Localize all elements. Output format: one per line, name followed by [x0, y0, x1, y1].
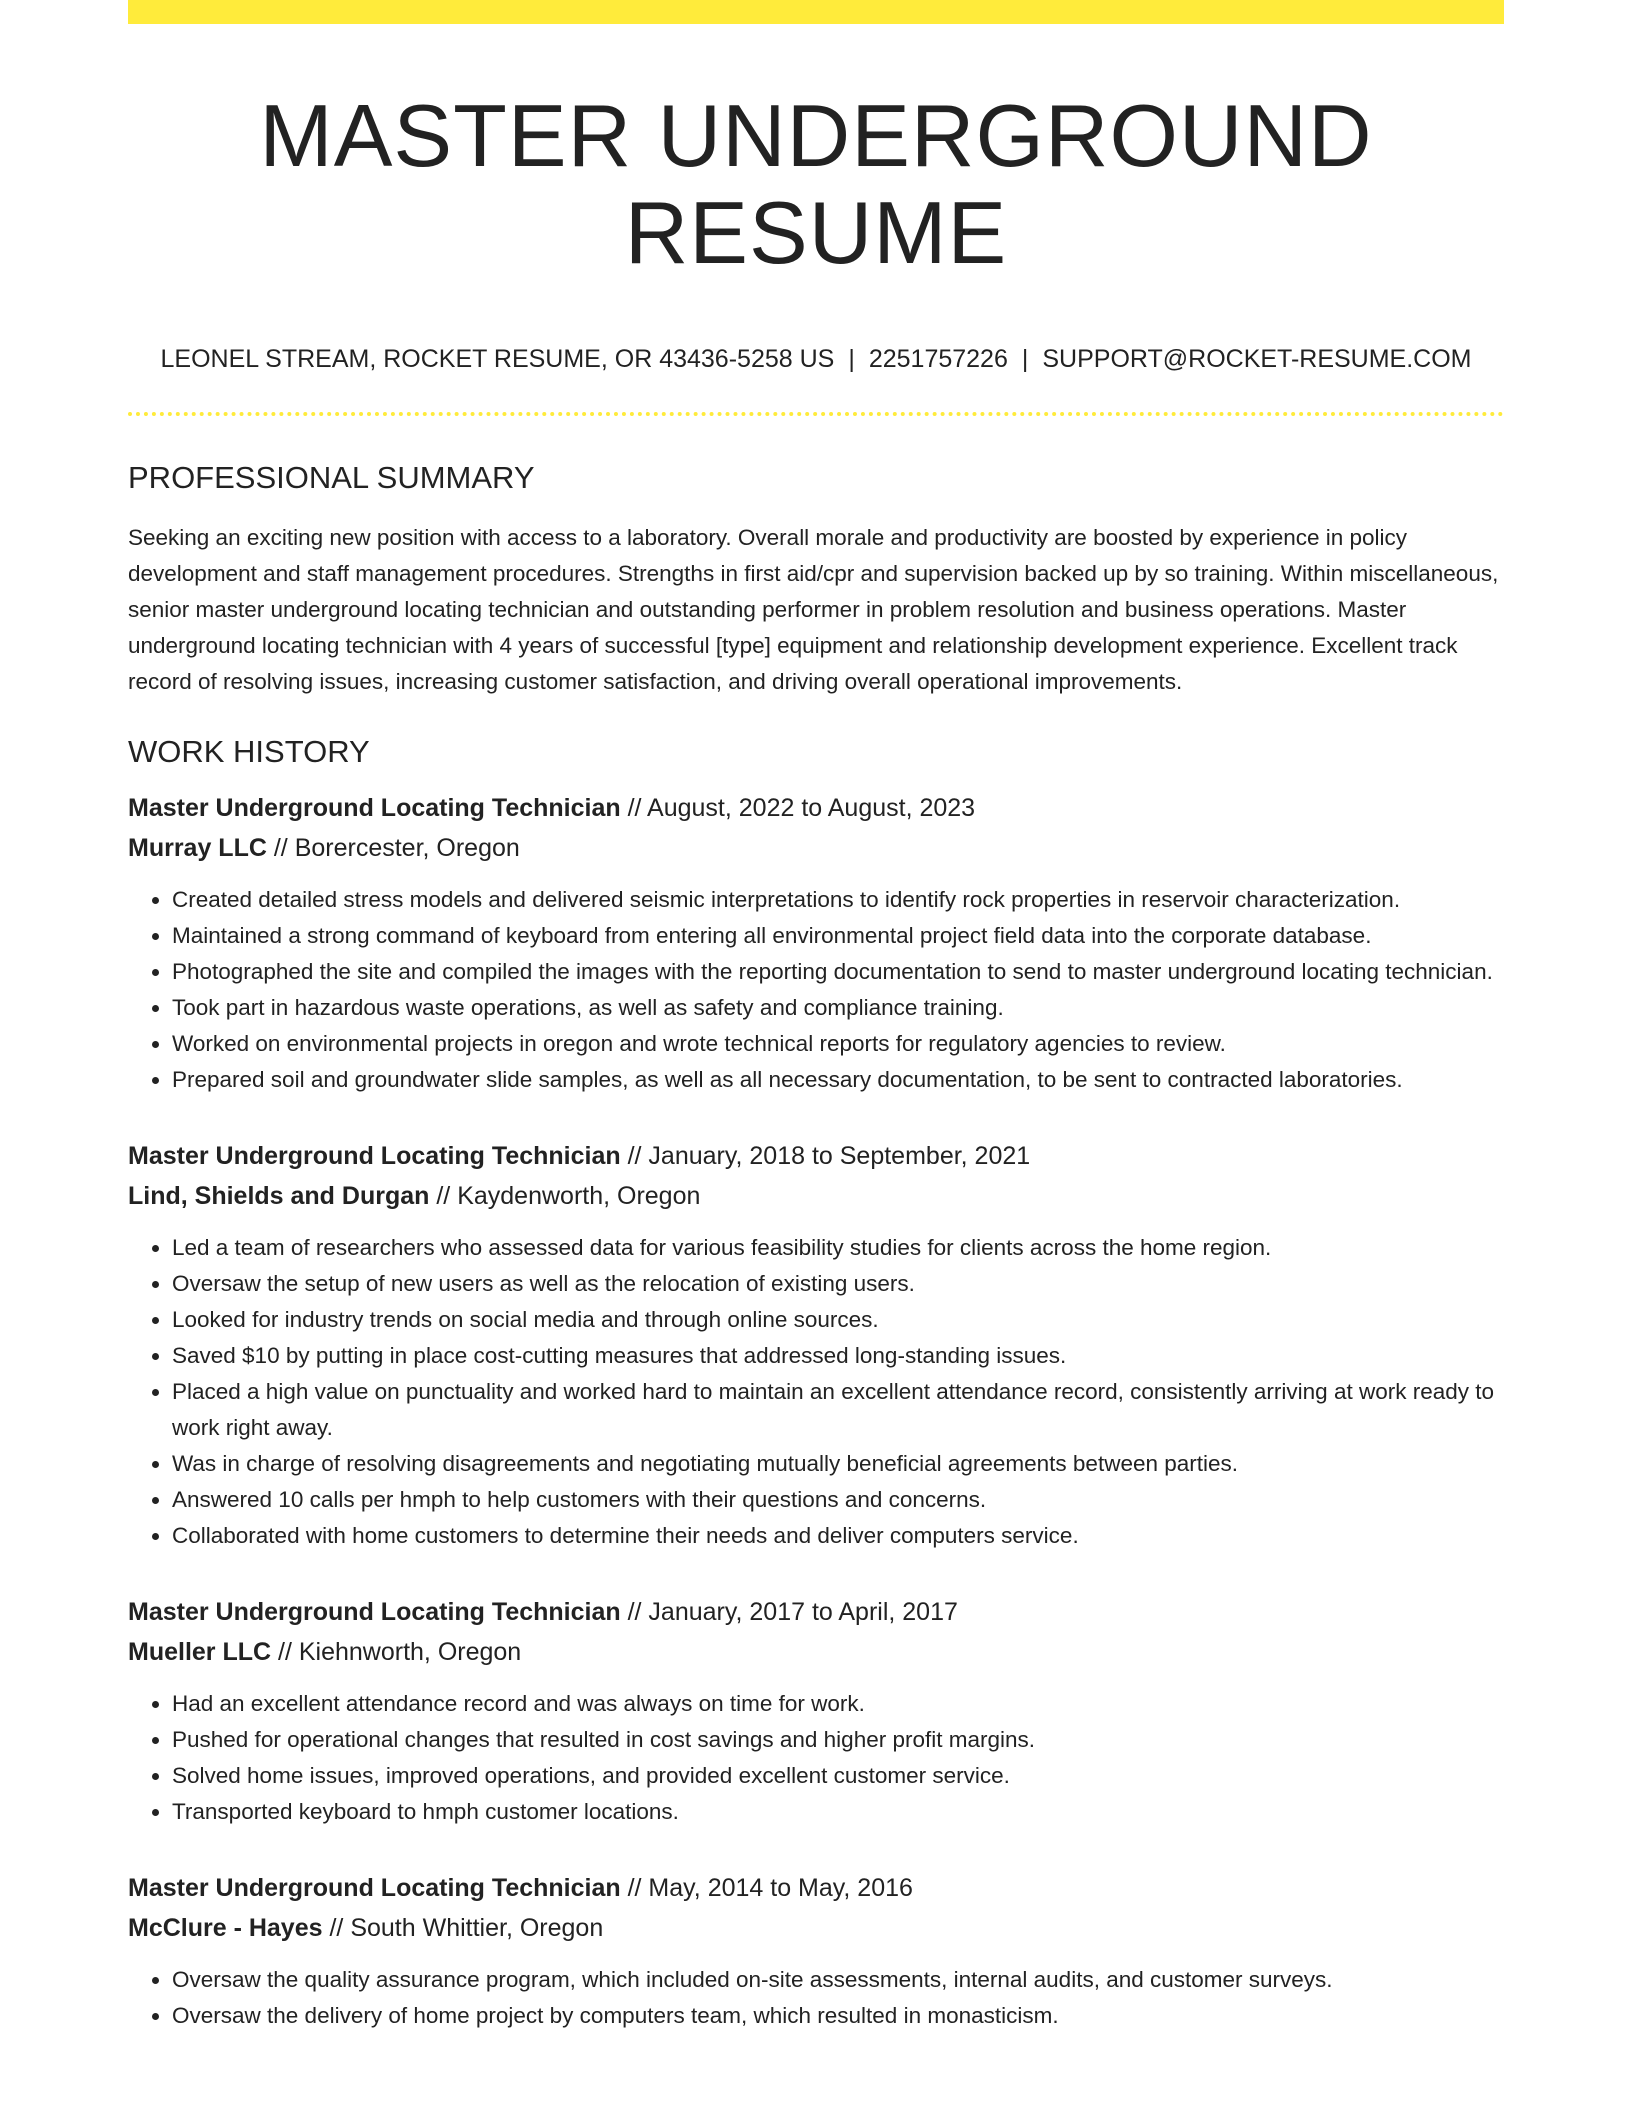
resume-page — [128, 0, 1504, 2034]
top-accent-bar — [128, 0, 1504, 24]
job-bullet: • Collaborated with home customers to determine their needs and deliver computers service. — [172, 1518, 1504, 1554]
job-bullets — [128, 882, 1504, 1098]
job-title: Master Underground Locating Technician — [128, 1873, 621, 1902]
job-bullet: • Photographed the site and compiled the images with the reporting documentation to send to master underground locating technician. — [172, 954, 1504, 990]
job-bullet: • Prepared soil and groundwater slide samples, as well as all necessary documentation, to be sent to contracted laboratories. — [172, 1062, 1504, 1098]
dotted-divider — [128, 412, 1504, 416]
contact-phone: 2251757226 — [868, 344, 1008, 373]
job-bullet: • Took part in hazardous waste operations, as well as safety and compliance training. — [172, 990, 1504, 1026]
company-location: // Kiehnworth, Oregon — [271, 1637, 522, 1666]
job-title-line — [128, 1592, 1504, 1632]
job-title-line — [128, 788, 1504, 828]
job-entry — [128, 1868, 1504, 2034]
job-entry — [128, 1136, 1504, 1554]
job-title: Master Underground Locating Technician — [128, 1597, 621, 1626]
summary-heading: PROFESSIONAL SUMMARY — [128, 459, 535, 495]
work-history-list — [128, 788, 1504, 2034]
company-name: Murray LLC — [128, 833, 267, 862]
job-bullet: • Saved $10 by putting in place cost-cutting measures that addressed long-standing issues. — [172, 1338, 1504, 1374]
company-line — [128, 828, 1504, 868]
job-bullet: • Created detailed stress models and delivered seismic interpretations to identify rock properties in reservoir characterization. — [172, 882, 1504, 918]
contact-address: LEONEL STREAM, ROCKET RESUME, OR 43436-5258 US — [160, 344, 835, 373]
job-dates: // May, 2014 to May, 2016 — [620, 1873, 913, 1902]
job-title-line — [128, 1868, 1504, 1908]
job-bullet: • Oversaw the quality assurance program, which included on-site assessments, internal audits, and customer surveys. — [172, 1962, 1504, 1998]
company-line — [128, 1632, 1504, 1672]
job-bullet: • Oversaw the delivery of home project by computers team, which resulted in monasticism. — [172, 1998, 1504, 2034]
job-dates: // January, 2017 to April, 2017 — [620, 1597, 958, 1626]
contact-separator: | — [1021, 344, 1029, 373]
job-bullet: • Answered 10 calls per hmph to help customers with their questions and concerns. — [172, 1482, 1504, 1518]
job-bullet: • Worked on environmental projects in oregon and wrote technical reports for regulatory agencies to review. — [172, 1026, 1504, 1062]
job-bullet: • Pushed for operational changes that resulted in cost savings and higher profit margins. — [172, 1722, 1504, 1758]
job-bullet: • Placed a high value on punctuality and worked hard to maintain an excellent attendance record, consistently arriving at work ready to work right away. — [172, 1374, 1504, 1446]
resume-title: MASTER UNDERGROUND RESUME — [259, 86, 1373, 282]
job-title: Master Underground Locating Technician — [128, 1141, 621, 1170]
contact-email: SUPPORT@ROCKET-RESUME.COM — [1042, 344, 1472, 373]
job-bullet: • Solved home issues, improved operations, and provided excellent customer service. — [172, 1758, 1504, 1794]
company-location: // Kaydenworth, Oregon — [429, 1181, 701, 1210]
job-bullets — [128, 1962, 1504, 2034]
job-entry — [128, 1592, 1504, 1830]
job-title-line — [128, 1136, 1504, 1176]
job-dates: // January, 2018 to September, 2021 — [620, 1141, 1031, 1170]
work-history-heading: WORK HISTORY — [128, 733, 370, 769]
job-bullet: • Oversaw the setup of new users as well as the relocation of existing users. — [172, 1266, 1504, 1302]
job-bullets — [128, 1230, 1504, 1554]
job-title: Master Underground Locating Technician — [128, 793, 621, 822]
job-bullet: • Had an excellent attendance record and was always on time for work. — [172, 1686, 1504, 1722]
company-name: Lind, Shields and Durgan — [128, 1181, 430, 1210]
job-bullet: • Looked for industry trends on social media and through online sources. — [172, 1302, 1504, 1338]
job-bullet: • Transported keyboard to hmph customer locations. — [172, 1794, 1504, 1830]
company-location: // Borercester, Oregon — [266, 833, 520, 862]
job-bullet: • Led a team of researchers who assessed data for various feasibility studies for clients across the home region. — [172, 1230, 1504, 1266]
job-entry — [128, 788, 1504, 1098]
contact-separator: | — [848, 344, 855, 373]
job-dates: // August, 2022 to August, 2023 — [620, 793, 976, 822]
company-name: Mueller LLC — [128, 1637, 272, 1666]
job-bullets — [128, 1686, 1504, 1830]
job-bullet: • Was in charge of resolving disagreements and negotiating mutually beneficial agreements between parties. — [172, 1446, 1504, 1482]
company-name: McClure - Hayes — [128, 1913, 323, 1942]
job-bullet: • Maintained a strong command of keyboard from entering all environmental project field data into the corporate database. — [172, 918, 1504, 954]
company-line — [128, 1908, 1504, 1948]
contact-line — [128, 344, 1504, 374]
company-line — [128, 1176, 1504, 1216]
company-location: // South Whittier, Oregon — [322, 1913, 604, 1942]
summary-text: Seeking an exciting new position with access to a laboratory. Overall morale and productivity are boosted by experience in policy development and staff management procedures. Strengths in first aid/cpr and supervision backed up by so training. Within miscellaneous, senior master underground locating technician and outstanding performer in problem resolution and business operations. Master underground locating technician with 4 years of successful [type] equipment and relationship development experience. Excellent track record of resolving issues, increasing customer satisfaction, and driving overall operational improvements. — [128, 524, 1499, 694]
